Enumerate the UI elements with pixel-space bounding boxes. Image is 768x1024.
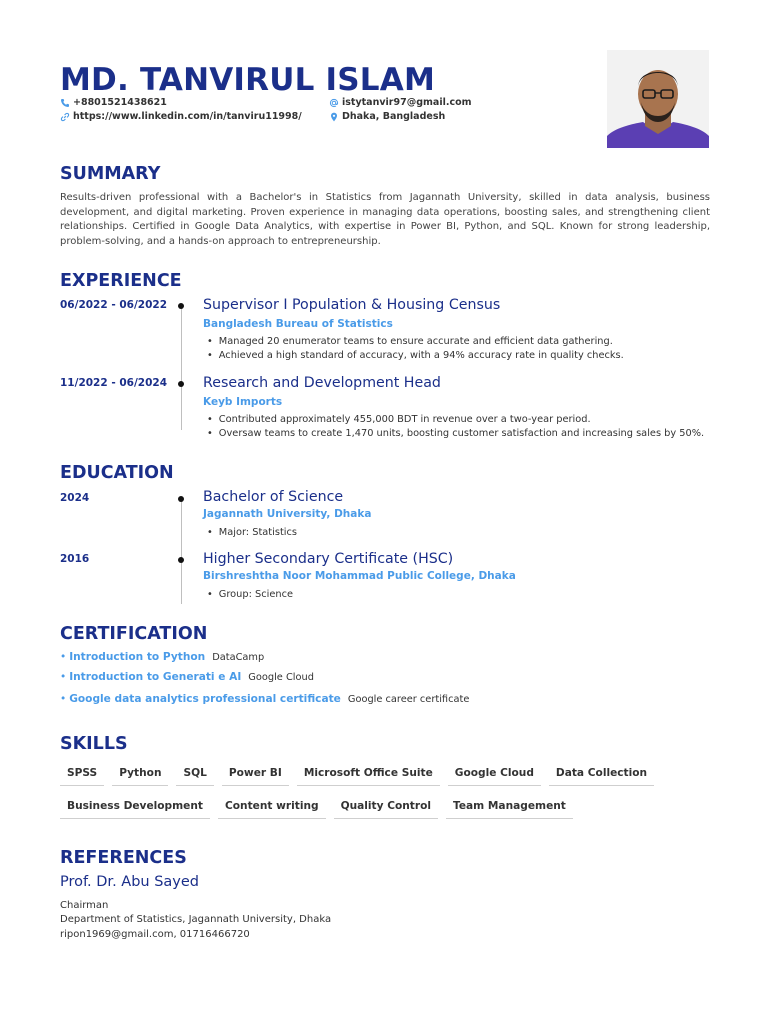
education-bullet: • Major: Statistics <box>207 527 297 538</box>
experience-bullet: • Achieved a high standard of accuracy, with a 94% accuracy rate in quality checks. <box>207 350 624 361</box>
contact-location <box>329 111 445 122</box>
certification-provider: DataCamp <box>212 652 265 663</box>
experience-timeline <box>181 306 182 430</box>
experience-date: 06/2022 - 06/2022 <box>60 299 168 311</box>
experience-role: Research and Development Head <box>203 375 441 391</box>
skill-tag: SPSS <box>60 767 104 786</box>
summary-text: Results-driven professional with a Bachelor's in Statistics from Jagannath University, skilled in data analysis, business development, and digital marketing. Proven experience in managing data operations, boosting sales, and strengthening client relationships. Certified in Google Data Analytics, with expertise in Power BI, Python, and SQL. Known for strong leadership, problem-solving, and a hands-on approach to entrepreneurship. <box>60 192 710 247</box>
education-timeline <box>181 498 182 604</box>
experience-bullet: • Oversaw teams to create 1,470 units, boosting customer satisfaction and increasing sales by 50%. <box>207 428 704 439</box>
certification-item <box>60 693 469 705</box>
linkedin-text: https://www.linkedin.com/in/tanviru11998/ <box>73 111 302 122</box>
profile-photo <box>607 50 709 148</box>
timeline-dot <box>178 381 184 387</box>
location-text: Dhaka, Bangladesh <box>342 111 446 122</box>
timeline-dot <box>178 557 184 563</box>
reference-position: Chairman <box>60 900 109 911</box>
certification-name: Introduction to Python <box>69 651 206 663</box>
experience-date: 11/2022 - 06/2024 <box>60 377 168 389</box>
bullet-marker: • <box>60 671 67 683</box>
skill-tag: Google Cloud <box>448 767 541 786</box>
education-degree: Higher Secondary Certificate (HSC) <box>203 551 454 567</box>
reference-contact: ripon1969@gmail.com, 01716466720 <box>60 929 250 940</box>
skills-row-2 <box>60 800 581 819</box>
skills-row-1 <box>60 767 662 786</box>
reference-name: Prof. Dr. Abu Sayed <box>60 874 200 890</box>
contact-phone <box>60 97 167 108</box>
experience-bullet: • Contributed approximately 455,000 BDT in revenue over a two-year period. <box>207 414 591 425</box>
certification-item <box>60 651 264 663</box>
education-heading: EDUCATION <box>60 463 174 483</box>
education-date: 2016 <box>60 553 90 565</box>
education-org: Jagannath University, Dhaka <box>203 508 372 520</box>
link-icon <box>60 112 70 122</box>
certification-provider: Google Cloud <box>248 672 314 683</box>
skill-tag: Business Development <box>60 800 210 819</box>
experience-bullet: • Managed 20 enumerator teams to ensure accurate and efficient data gathering. <box>207 336 613 347</box>
experience-org: Bangladesh Bureau of Statistics <box>203 318 393 330</box>
bullet-marker: • <box>60 651 67 663</box>
location-pin-icon <box>329 112 339 122</box>
email-text: istytanvir97@gmail.com <box>342 97 472 108</box>
experience-heading: EXPERIENCE <box>60 271 182 291</box>
education-bullet: • Group: Science <box>207 589 293 600</box>
phone-icon <box>60 98 70 108</box>
certification-name: Google data analytics professional certificate <box>69 693 341 705</box>
timeline-dot <box>178 496 184 502</box>
experience-role: Supervisor I Population & Housing Census <box>203 297 501 313</box>
skill-tag: Data Collection <box>549 767 654 786</box>
certification-item <box>60 671 314 683</box>
education-org: Birshreshtha Noor Mohammad Public College, Dhaka <box>203 570 516 582</box>
references-heading: REFERENCES <box>60 848 187 868</box>
education-degree: Bachelor of Science <box>203 489 344 505</box>
candidate-name: MD. TANVIRUL ISLAM <box>60 62 435 98</box>
skill-tag: Team Management <box>446 800 573 819</box>
bullet-marker: • <box>60 693 67 705</box>
skill-tag: Quality Control <box>334 800 438 819</box>
at-icon <box>329 98 339 108</box>
certification-name: Introduction to Generati e AI <box>69 671 242 683</box>
experience-org: Keyb Imports <box>203 396 283 408</box>
skill-tag: Content writing <box>218 800 326 819</box>
education-date: 2024 <box>60 492 90 504</box>
certification-provider: Google career certificate <box>347 694 470 705</box>
reference-department: Department of Statistics, Jagannath University, Dhaka <box>60 914 332 925</box>
certification-heading: CERTIFICATION <box>60 624 208 644</box>
contact-linkedin[interactable] <box>60 111 302 122</box>
contact-email[interactable] <box>329 97 472 108</box>
skill-tag: Microsoft Office Suite <box>297 767 440 786</box>
summary-heading: SUMMARY <box>60 164 161 184</box>
skill-tag: SQL <box>176 767 213 786</box>
skill-tag: Power BI <box>222 767 289 786</box>
phone-text: +8801521438621 <box>73 97 167 108</box>
skills-heading: SKILLS <box>60 734 128 754</box>
skill-tag: Python <box>112 767 168 786</box>
timeline-dot <box>178 303 184 309</box>
